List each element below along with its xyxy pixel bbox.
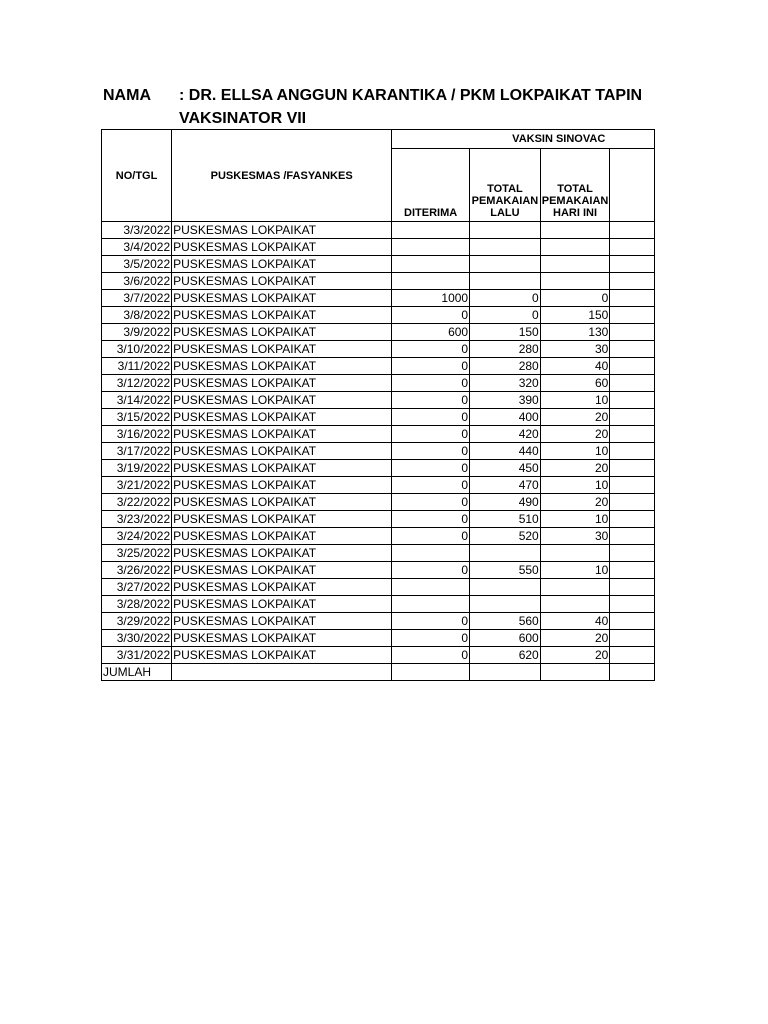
cell-total-pemakaian-hari-ini: 40	[540, 613, 610, 630]
cell-total-pemakaian-hari-ini: 10	[540, 392, 610, 409]
footer-cell	[610, 664, 655, 681]
cell-date: 3/3/2022	[102, 222, 172, 239]
cell-diterima: 0	[392, 460, 470, 477]
table-row	[102, 477, 655, 494]
cell-date: 3/16/2022	[102, 426, 172, 443]
column-header-puskesmas: PUSKESMAS /FASYANKES	[172, 130, 392, 222]
cell-total-pemakaian-hari-ini: 60	[540, 375, 610, 392]
table-row	[102, 647, 655, 664]
cell-total-pemakaian-lalu: 550	[470, 562, 541, 579]
table-row	[102, 511, 655, 528]
group-header-vaksin-sinovac: VAKSIN SINOVAC	[392, 130, 655, 149]
cell-puskesmas: PUSKESMAS LOKPAIKAT	[172, 409, 392, 426]
cell-total-pemakaian-hari-ini	[540, 273, 610, 290]
table-row	[102, 324, 655, 341]
cell-puskesmas: PUSKESMAS LOKPAIKAT	[172, 239, 392, 256]
cell-total-pemakaian-lalu: 280	[470, 341, 541, 358]
cell-date: 3/14/2022	[102, 392, 172, 409]
cell-date: 3/6/2022	[102, 273, 172, 290]
column-header-next	[610, 149, 655, 222]
cell-puskesmas: PUSKESMAS LOKPAIKAT	[172, 341, 392, 358]
cell-next	[610, 511, 655, 528]
cell-diterima	[392, 222, 470, 239]
column-header-diterima: DITERIMA	[392, 149, 470, 222]
cell-total-pemakaian-lalu: 620	[470, 647, 541, 664]
table-row	[102, 290, 655, 307]
cell-puskesmas: PUSKESMAS LOKPAIKAT	[172, 579, 392, 596]
cell-total-pemakaian-hari-ini	[540, 256, 610, 273]
cell-next	[610, 392, 655, 409]
cell-total-pemakaian-lalu: 390	[470, 392, 541, 409]
cell-puskesmas: PUSKESMAS LOKPAIKAT	[172, 511, 392, 528]
table-row	[102, 341, 655, 358]
cell-next	[610, 324, 655, 341]
cell-total-pemakaian-hari-ini	[540, 545, 610, 562]
vaccine-usage-table	[101, 129, 655, 681]
cell-diterima	[392, 239, 470, 256]
cell-next	[610, 290, 655, 307]
cell-total-pemakaian-hari-ini	[540, 222, 610, 239]
cell-date: 3/9/2022	[102, 324, 172, 341]
cell-diterima: 0	[392, 511, 470, 528]
cell-next	[610, 409, 655, 426]
cell-next	[610, 528, 655, 545]
cell-next	[610, 443, 655, 460]
cell-next	[610, 239, 655, 256]
cell-diterima: 1000	[392, 290, 470, 307]
cell-puskesmas: PUSKESMAS LOKPAIKAT	[172, 613, 392, 630]
footer-cell	[172, 664, 392, 681]
cell-diterima	[392, 273, 470, 290]
cell-total-pemakaian-hari-ini: 0	[540, 290, 610, 307]
cell-diterima: 0	[392, 613, 470, 630]
cell-puskesmas: PUSKESMAS LOKPAIKAT	[172, 630, 392, 647]
cell-puskesmas: PUSKESMAS LOKPAIKAT	[172, 562, 392, 579]
cell-total-pemakaian-lalu	[470, 273, 541, 290]
table-row	[102, 562, 655, 579]
cell-date: 3/10/2022	[102, 341, 172, 358]
cell-total-pemakaian-hari-ini: 10	[540, 562, 610, 579]
cell-total-pemakaian-hari-ini: 10	[540, 511, 610, 528]
table-footer-row	[102, 664, 655, 681]
table-row	[102, 528, 655, 545]
cell-date: 3/7/2022	[102, 290, 172, 307]
cell-next	[610, 613, 655, 630]
cell-date: 3/21/2022	[102, 477, 172, 494]
cell-diterima: 0	[392, 494, 470, 511]
cell-diterima: 0	[392, 375, 470, 392]
table-row	[102, 273, 655, 290]
cell-total-pemakaian-hari-ini: 20	[540, 426, 610, 443]
table-row	[102, 596, 655, 613]
cell-diterima	[392, 596, 470, 613]
cell-puskesmas: PUSKESMAS LOKPAIKAT	[172, 273, 392, 290]
cell-diterima: 0	[392, 443, 470, 460]
cell-total-pemakaian-lalu	[470, 545, 541, 562]
cell-total-pemakaian-lalu: 0	[470, 290, 541, 307]
table-row	[102, 358, 655, 375]
cell-puskesmas: PUSKESMAS LOKPAIKAT	[172, 647, 392, 664]
cell-total-pemakaian-hari-ini: 10	[540, 443, 610, 460]
cell-puskesmas: PUSKESMAS LOKPAIKAT	[172, 290, 392, 307]
cell-total-pemakaian-lalu: 150	[470, 324, 541, 341]
column-header-total-pemakaian-lalu: TOTAL PEMAKAIAN LALU	[470, 149, 541, 222]
table-row	[102, 409, 655, 426]
cell-total-pemakaian-hari-ini	[540, 596, 610, 613]
cell-puskesmas: PUSKESMAS LOKPAIKAT	[172, 375, 392, 392]
cell-diterima: 600	[392, 324, 470, 341]
cell-date: 3/17/2022	[102, 443, 172, 460]
header-row-top	[102, 130, 655, 149]
cell-next	[610, 562, 655, 579]
table-row	[102, 307, 655, 324]
cell-total-pemakaian-hari-ini: 20	[540, 409, 610, 426]
cell-puskesmas: PUSKESMAS LOKPAIKAT	[172, 460, 392, 477]
header-label: NAMA	[103, 87, 151, 104]
column-header-total-pemakaian-hari-ini: TOTAL PEMAKAIAN HARI INI	[540, 149, 610, 222]
cell-date: 3/27/2022	[102, 579, 172, 596]
cell-diterima	[392, 545, 470, 562]
cell-next	[610, 579, 655, 596]
table-row	[102, 613, 655, 630]
cell-total-pemakaian-hari-ini	[540, 579, 610, 596]
header-value: : DR. ELLSA ANGGUN KARANTIKA / PKM LOKPAIKAT TAPIN	[179, 87, 643, 104]
cell-diterima: 0	[392, 426, 470, 443]
cell-total-pemakaian-hari-ini: 20	[540, 647, 610, 664]
cell-diterima: 0	[392, 341, 470, 358]
cell-date: 3/23/2022	[102, 511, 172, 528]
cell-total-pemakaian-hari-ini: 40	[540, 358, 610, 375]
cell-date: 3/19/2022	[102, 460, 172, 477]
cell-total-pemakaian-lalu	[470, 579, 541, 596]
cell-diterima: 0	[392, 358, 470, 375]
cell-puskesmas: PUSKESMAS LOKPAIKAT	[172, 256, 392, 273]
cell-total-pemakaian-hari-ini: 20	[540, 494, 610, 511]
table-row	[102, 392, 655, 409]
cell-total-pemakaian-hari-ini: 20	[540, 460, 610, 477]
cell-puskesmas: PUSKESMAS LOKPAIKAT	[172, 528, 392, 545]
cell-total-pemakaian-hari-ini: 130	[540, 324, 610, 341]
cell-next	[610, 375, 655, 392]
cell-diterima: 0	[392, 307, 470, 324]
cell-diterima: 0	[392, 477, 470, 494]
cell-next	[610, 307, 655, 324]
cell-total-pemakaian-lalu	[470, 256, 541, 273]
cell-total-pemakaian-lalu: 420	[470, 426, 541, 443]
cell-date: 3/29/2022	[102, 613, 172, 630]
cell-puskesmas: PUSKESMAS LOKPAIKAT	[172, 392, 392, 409]
cell-total-pemakaian-lalu: 0	[470, 307, 541, 324]
cell-total-pemakaian-lalu: 600	[470, 630, 541, 647]
cell-date: 3/26/2022	[102, 562, 172, 579]
cell-puskesmas: PUSKESMAS LOKPAIKAT	[172, 596, 392, 613]
cell-date: 3/22/2022	[102, 494, 172, 511]
cell-next	[610, 341, 655, 358]
cell-diterima: 0	[392, 630, 470, 647]
cell-next	[610, 222, 655, 239]
footer-cell	[470, 664, 541, 681]
cell-date: 3/11/2022	[102, 358, 172, 375]
cell-diterima: 0	[392, 392, 470, 409]
cell-date: 3/31/2022	[102, 647, 172, 664]
cell-puskesmas: PUSKESMAS LOKPAIKAT	[172, 477, 392, 494]
cell-total-pemakaian-lalu: 520	[470, 528, 541, 545]
footer-label-jumlah: JUMLAH	[102, 664, 172, 681]
cell-next	[610, 426, 655, 443]
table-row	[102, 256, 655, 273]
cell-total-pemakaian-lalu: 400	[470, 409, 541, 426]
footer-cell	[540, 664, 610, 681]
cell-total-pemakaian-lalu	[470, 239, 541, 256]
cell-date: 3/30/2022	[102, 630, 172, 647]
cell-date: 3/5/2022	[102, 256, 172, 273]
cell-total-pemakaian-hari-ini: 30	[540, 528, 610, 545]
cell-puskesmas: PUSKESMAS LOKPAIKAT	[172, 426, 392, 443]
cell-puskesmas: PUSKESMAS LOKPAIKAT	[172, 307, 392, 324]
table-row	[102, 239, 655, 256]
cell-diterima: 0	[392, 528, 470, 545]
cell-total-pemakaian-lalu: 280	[470, 358, 541, 375]
cell-diterima: 0	[392, 647, 470, 664]
cell-total-pemakaian-lalu	[470, 596, 541, 613]
table-row	[102, 579, 655, 596]
cell-next	[610, 477, 655, 494]
cell-next	[610, 460, 655, 477]
table-row	[102, 545, 655, 562]
cell-date: 3/4/2022	[102, 239, 172, 256]
cell-total-pemakaian-hari-ini: 20	[540, 630, 610, 647]
cell-total-pemakaian-lalu: 320	[470, 375, 541, 392]
cell-puskesmas: PUSKESMAS LOKPAIKAT	[172, 358, 392, 375]
cell-date: 3/8/2022	[102, 307, 172, 324]
table-row	[102, 222, 655, 239]
cell-next	[610, 545, 655, 562]
cell-next	[610, 630, 655, 647]
cell-date: 3/24/2022	[102, 528, 172, 545]
footer-cell	[392, 664, 470, 681]
cell-date: 3/12/2022	[102, 375, 172, 392]
table-viewport	[101, 129, 655, 691]
cell-date: 3/15/2022	[102, 409, 172, 426]
cell-diterima	[392, 256, 470, 273]
cell-date: 3/25/2022	[102, 545, 172, 562]
table-row	[102, 375, 655, 392]
cell-date: 3/28/2022	[102, 596, 172, 613]
cell-total-pemakaian-hari-ini: 150	[540, 307, 610, 324]
table-row	[102, 494, 655, 511]
cell-total-pemakaian-lalu: 490	[470, 494, 541, 511]
cell-puskesmas: PUSKESMAS LOKPAIKAT	[172, 443, 392, 460]
cell-puskesmas: PUSKESMAS LOKPAIKAT	[172, 545, 392, 562]
cell-next	[610, 256, 655, 273]
cell-diterima: 0	[392, 562, 470, 579]
cell-diterima: 0	[392, 409, 470, 426]
cell-total-pemakaian-lalu: 470	[470, 477, 541, 494]
column-header-no-tgl: NO/TGL	[102, 130, 172, 222]
table-row	[102, 630, 655, 647]
cell-next	[610, 273, 655, 290]
header-subtitle: VAKSINATOR VII	[179, 110, 307, 127]
cell-puskesmas: PUSKESMAS LOKPAIKAT	[172, 494, 392, 511]
cell-next	[610, 494, 655, 511]
cell-total-pemakaian-hari-ini: 30	[540, 341, 610, 358]
table-row	[102, 443, 655, 460]
cell-next	[610, 647, 655, 664]
cell-total-pemakaian-lalu	[470, 222, 541, 239]
table-row	[102, 426, 655, 443]
cell-total-pemakaian-lalu: 510	[470, 511, 541, 528]
table-body	[102, 222, 655, 664]
cell-total-pemakaian-hari-ini: 10	[540, 477, 610, 494]
cell-next	[610, 596, 655, 613]
cell-total-pemakaian-lalu: 450	[470, 460, 541, 477]
cell-puskesmas: PUSKESMAS LOKPAIKAT	[172, 222, 392, 239]
cell-total-pemakaian-lalu: 440	[470, 443, 541, 460]
cell-diterima	[392, 579, 470, 596]
cell-total-pemakaian-hari-ini	[540, 239, 610, 256]
cell-puskesmas: PUSKESMAS LOKPAIKAT	[172, 324, 392, 341]
cell-total-pemakaian-lalu: 560	[470, 613, 541, 630]
table-row	[102, 460, 655, 477]
cell-next	[610, 358, 655, 375]
